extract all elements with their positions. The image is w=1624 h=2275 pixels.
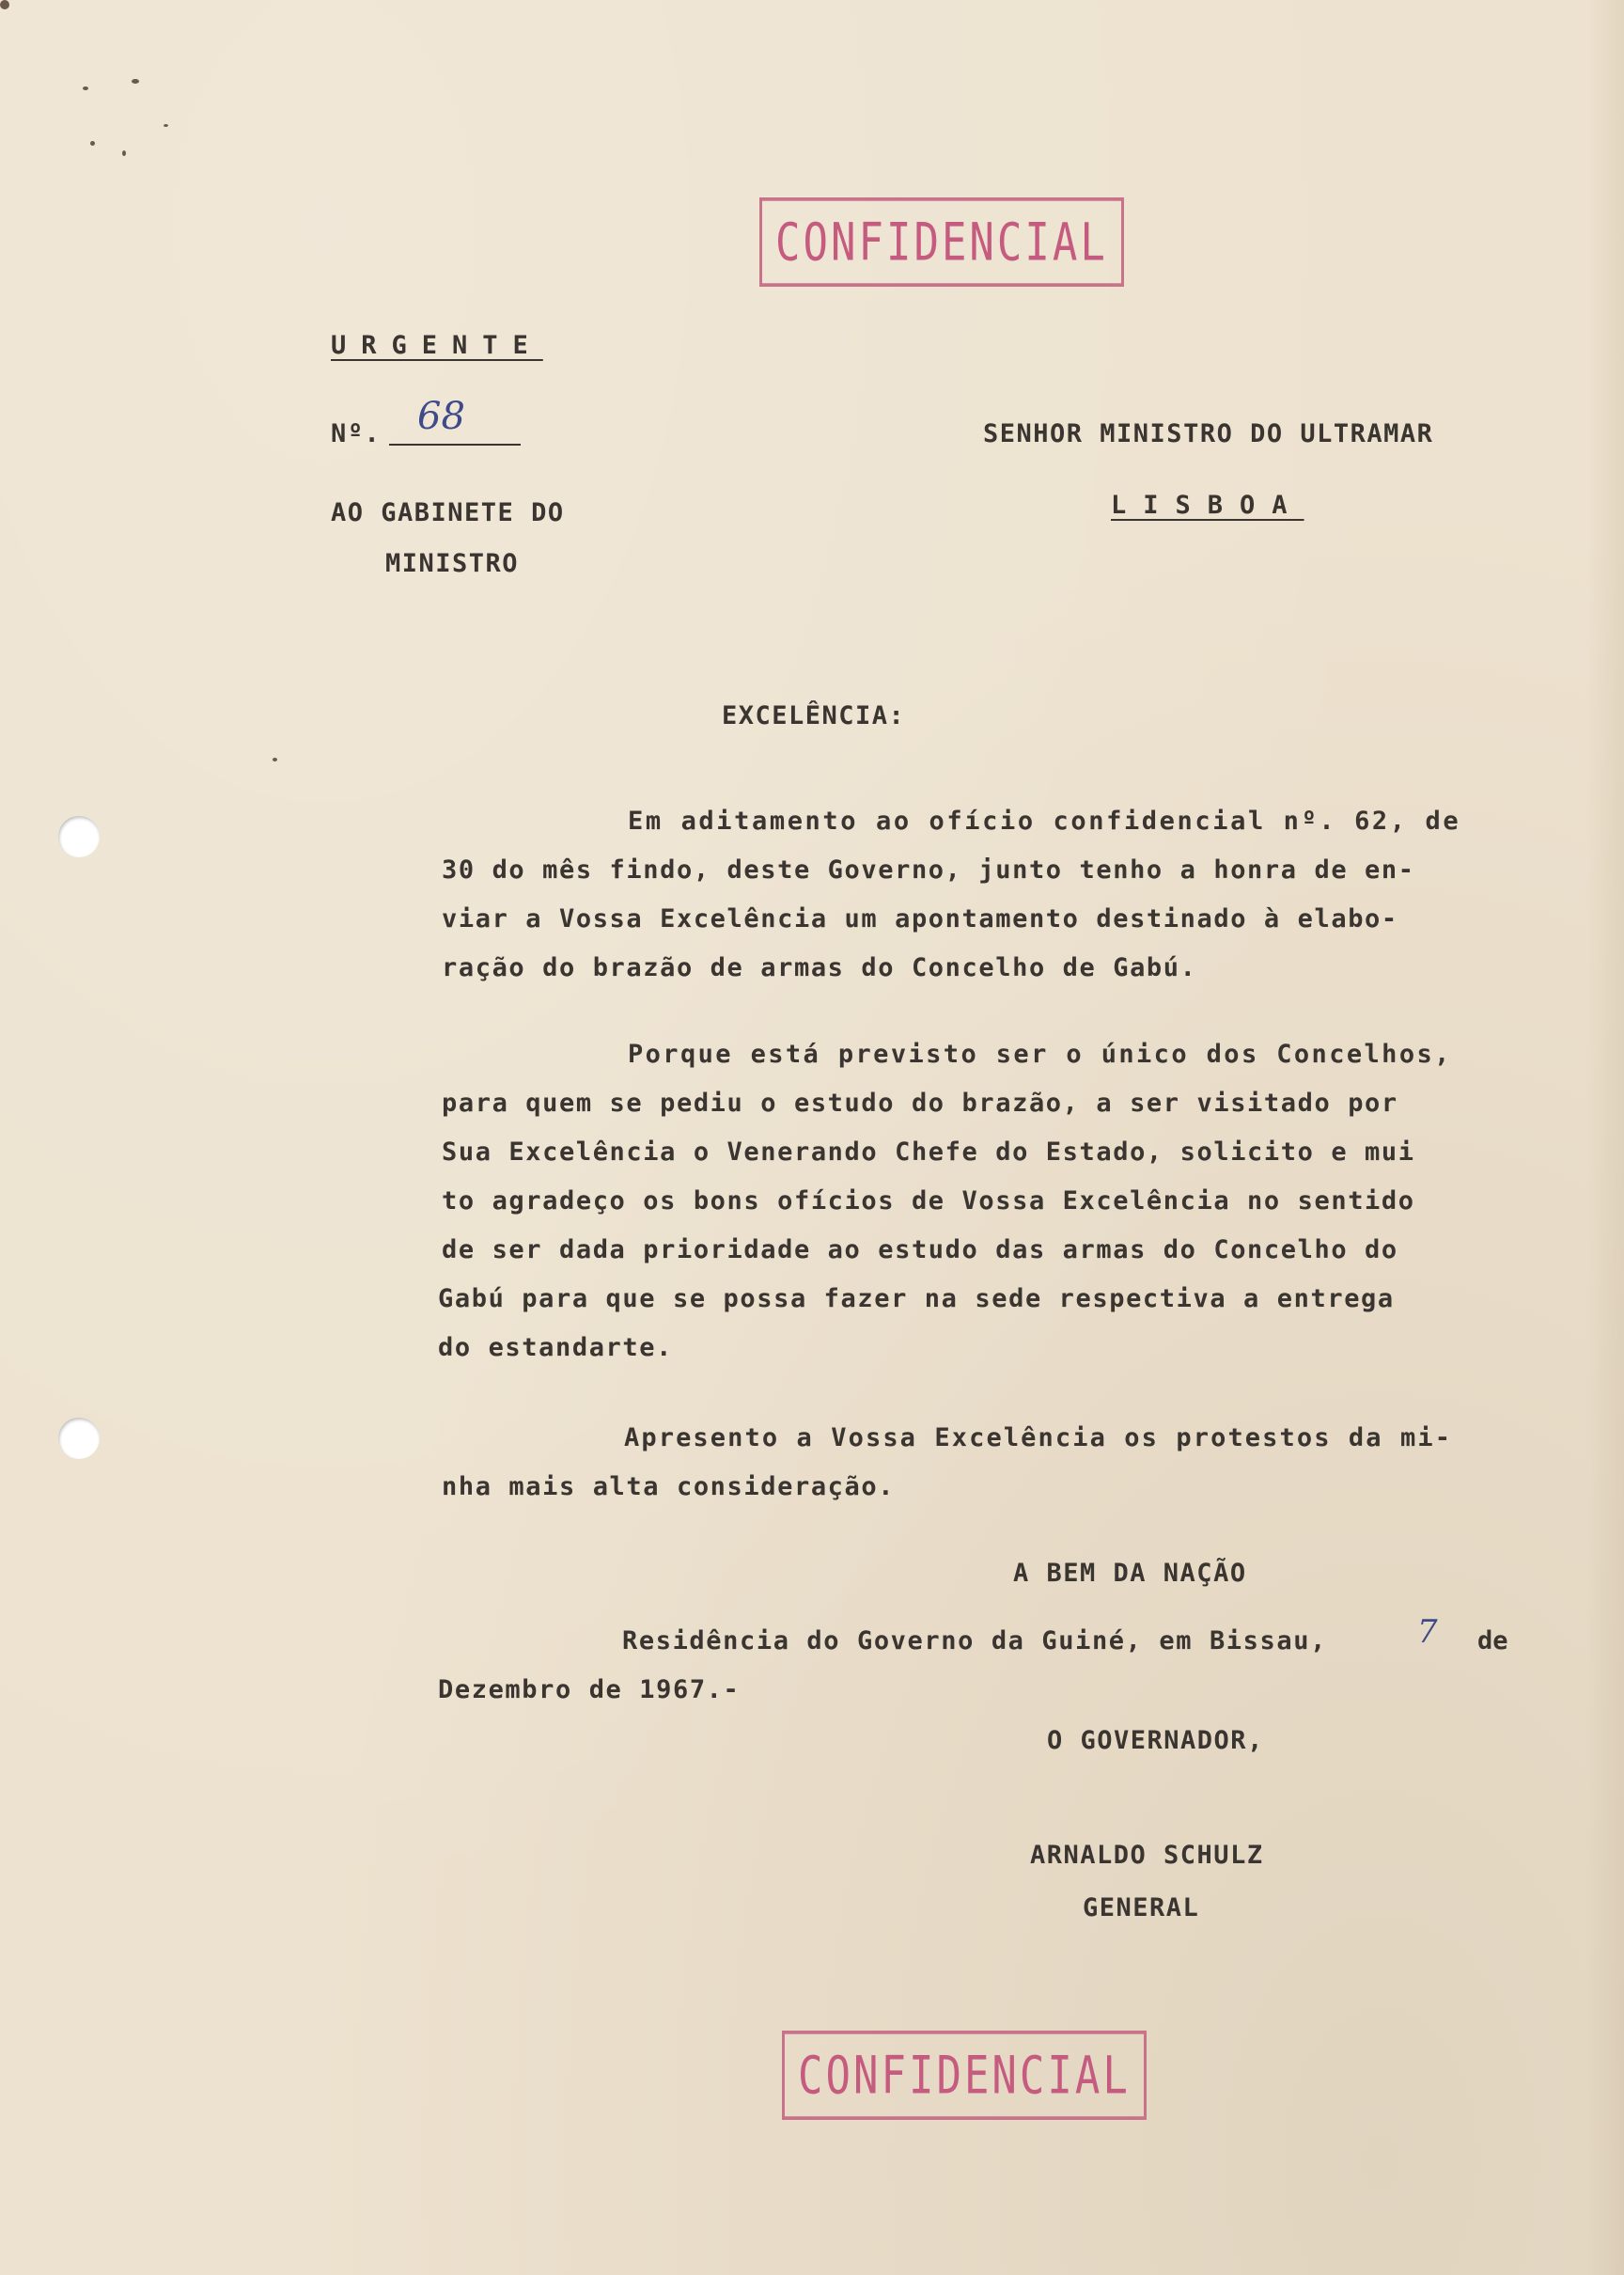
paragraph-2-line: para quem se pediu o estudo do brazão, a ser visitado por xyxy=(442,1089,1398,1118)
salutation: EXCELÊNCIA: xyxy=(722,701,906,730)
confidential-stamp-bottom: CONFIDENCIAL xyxy=(782,2031,1147,2120)
from-office-line1: AO GABINETE DO xyxy=(331,498,565,527)
paragraph-3-line: Apresento a Vossa Excelência os protestos da mi- xyxy=(624,1423,1453,1452)
closing-motto: A BEM DA NAÇÃO xyxy=(1013,1559,1247,1588)
from-office-line2: MINISTRO xyxy=(385,549,520,578)
signer-rank: GENERAL xyxy=(1083,1893,1200,1922)
place-date-line2: Dezembro de 1967.- xyxy=(438,1675,741,1704)
confidential-stamp-top: CONFIDENCIAL xyxy=(759,197,1124,287)
paragraph-1-line: Em aditamento ao ofício confidencial nº. 62, de xyxy=(628,807,1461,836)
paper-speck xyxy=(273,758,277,761)
place-date-line1: Residência do Governo da Guiné, em Bissau, xyxy=(622,1626,1327,1655)
reference-number-value: 68 xyxy=(417,395,465,438)
place-date-line1-end: de xyxy=(1477,1626,1508,1655)
paragraph-2-line: do estandarte. xyxy=(438,1333,673,1362)
paragraph-2-line: de ser dada prioridade ao estudo das armas do Concelho do xyxy=(442,1235,1398,1264)
paragraph-1-line: viar a Vossa Excelência um apontamento destinado à elabo- xyxy=(442,904,1398,934)
paragraph-2-line: Porque está previsto ser o único dos Concelhos, xyxy=(628,1040,1452,1069)
paper-speck xyxy=(164,124,168,127)
paper-speck xyxy=(122,150,126,156)
paper-speck xyxy=(90,141,95,146)
paper-speck xyxy=(132,79,139,84)
page-edge-shadow xyxy=(1586,0,1624,2275)
paper-speck xyxy=(0,0,9,9)
paragraph-1-line: 30 do mês findo, deste Governo, junto tenho a honra de en- xyxy=(442,855,1415,885)
signer-title: O GOVERNADOR, xyxy=(1047,1726,1264,1755)
date-day-handwritten: 7 xyxy=(1417,1613,1438,1651)
addressee: SENHOR MINISTRO DO ULTRAMAR xyxy=(983,419,1434,448)
paragraph-2-line: Sua Excelência o Venerando Chefe do Estado, solicito e mui xyxy=(442,1138,1415,1167)
punch-hole-top xyxy=(58,816,100,857)
urgent-label: URGENTE xyxy=(331,331,543,360)
paragraph-2-line: Gabú para que se possa fazer na sede respectiva a entrega xyxy=(438,1284,1395,1313)
paper-speck xyxy=(83,86,88,90)
paragraph-1-line: ração do brazão de armas do Concelho de Gabú. xyxy=(442,953,1197,982)
paragraph-2-line: to agradeço os bons ofícios de Vossa Excelência no sentido xyxy=(442,1186,1415,1216)
reference-number-line xyxy=(389,444,521,446)
reference-number-label: Nº. xyxy=(331,419,382,448)
addressee-city: LISBOA xyxy=(1111,491,1304,520)
paragraph-3-line: nha mais alta consideração. xyxy=(442,1472,896,1501)
punch-hole-bottom xyxy=(58,1418,100,1459)
signer-name: ARNALDO SCHULZ xyxy=(1030,1841,1264,1870)
